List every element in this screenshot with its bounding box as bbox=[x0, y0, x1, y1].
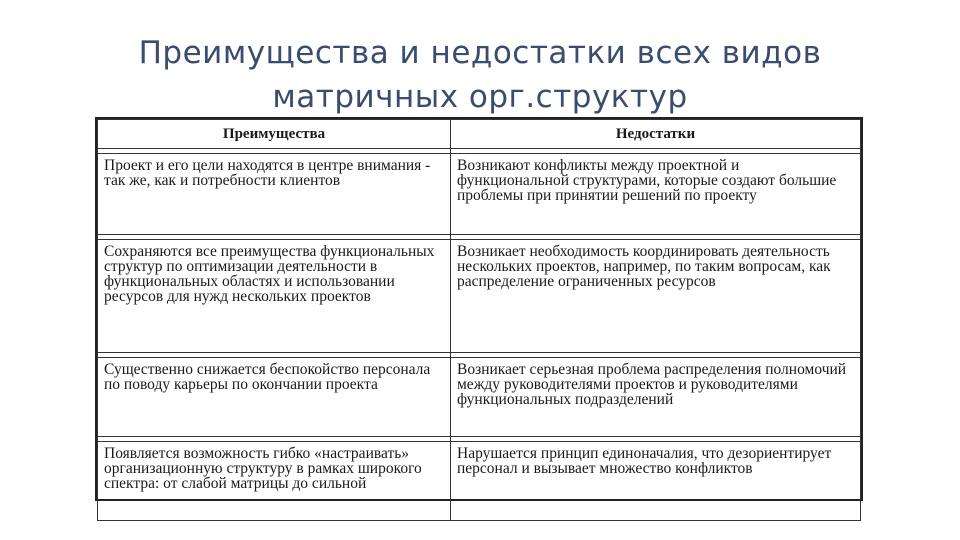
table-row bbox=[98, 442, 861, 521]
header-disadvantages: Недостатки bbox=[451, 120, 861, 149]
header-advantages: Преимущества bbox=[98, 120, 451, 149]
table-row bbox=[98, 240, 861, 353]
disadvantage-cell: Возникает серьезная проблема распределения полномочий между руководителями проектов и руководителями функциональных подразделений bbox=[451, 358, 861, 437]
title-line-2: матричных орг.структур bbox=[272, 78, 688, 115]
comparison-table-grid bbox=[97, 119, 861, 521]
title-line-1: Преимущества и недостатки всех видов bbox=[138, 34, 822, 71]
advantage-cell: Сохраняются все преимущества функциональных структур по оптимизации деятельности в функциональных областях и использовании ресурсов для нужд нескольких проектов bbox=[98, 240, 451, 353]
advantage-cell: Существенно снижается беспокойство персонала по поводу карьеры по окончании проекта bbox=[98, 358, 451, 437]
disadvantage-cell: Нарушается принцип единоначалия, что дезориентирует персонал и вызывает множество конфликтов bbox=[451, 442, 861, 521]
advantage-cell: Появляется возможность гибко «настраивать» организационную структуру в рамках широкого спектра: от слабой матрицы до сильной bbox=[98, 442, 451, 521]
disadvantage-cell: Возникают конфликты между проектной и функциональной структурами, которые создают большие проблемы при принятии решений по проекту bbox=[451, 154, 861, 235]
disadvantage-cell: Возникает необходимость координировать деятельность нескольких проектов, например, по таким вопросам, как распределение ограниченных ресурсов bbox=[451, 240, 861, 353]
table-row bbox=[98, 358, 861, 437]
advantage-cell: Проект и его цели находятся в центре внимания - так же, как и потребности клиентов bbox=[98, 154, 451, 235]
page-title bbox=[0, 31, 960, 119]
table-header-row bbox=[98, 120, 861, 149]
comparison-table bbox=[95, 117, 863, 501]
table-row bbox=[98, 154, 861, 235]
